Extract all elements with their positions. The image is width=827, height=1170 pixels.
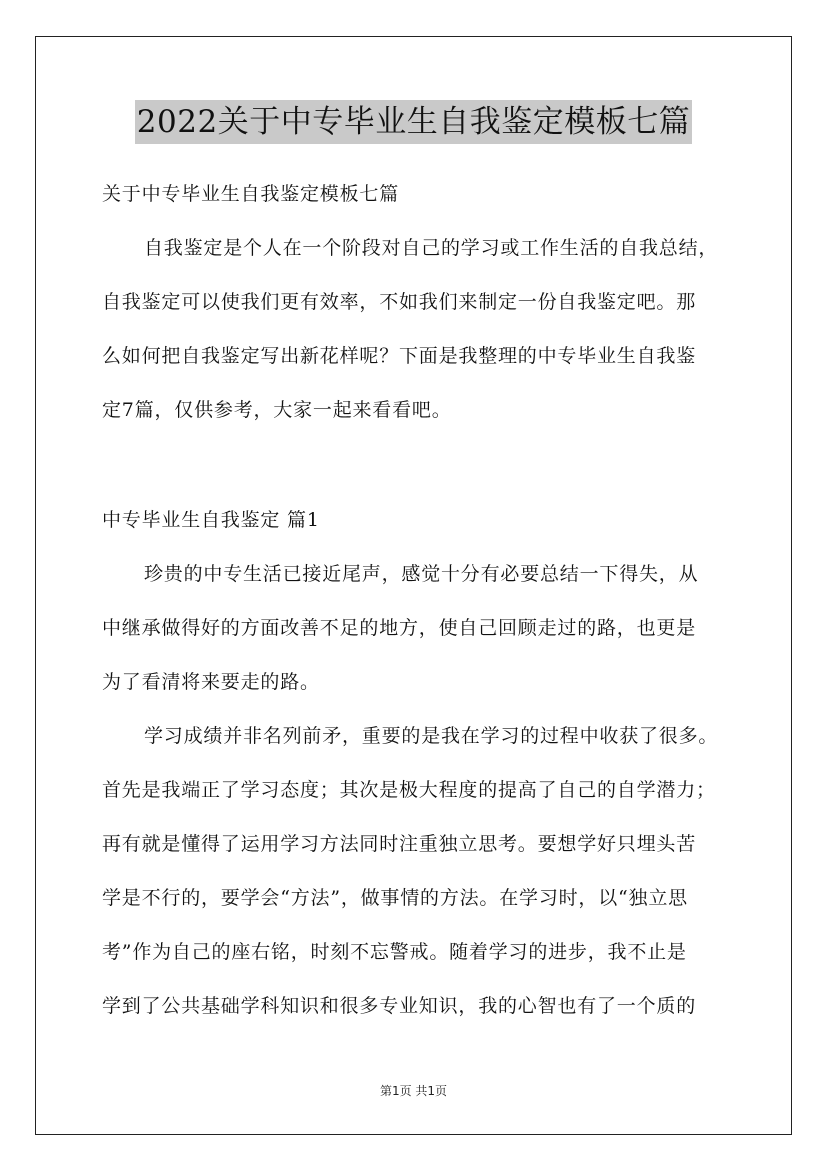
paragraph-line: 学习成绩并非名列前矛，重要的是我在学习的过程中收获了很多。 bbox=[144, 725, 719, 747]
paragraph-line: 再有就是懂得了运用学习方法同时注重独立思考。要想学好只埋头苦 bbox=[102, 833, 697, 855]
paragraph-line: 珍贵的中专生活已接近尾声，感觉十分有必要总结一下得失，从 bbox=[144, 563, 699, 585]
intro-line: 么如何把自我鉴定写出新花样呢？下面是我整理的中专毕业生自我鉴 bbox=[102, 345, 697, 367]
document-title-text: 2022关于中专毕业生自我鉴定模板七篇 bbox=[135, 100, 692, 144]
paragraph-2 bbox=[102, 717, 742, 1025]
paragraph-line: 考”作为自己的座右铭，时刻不忘警戒。随着学习的进步，我不止是 bbox=[102, 941, 687, 963]
intro-line: 定7篇，仅供参考，大家一起来看看吧。 bbox=[102, 399, 452, 421]
intro-line: 自我鉴定是个人在一个阶段对自己的学习或工作生活的自我总结， bbox=[144, 237, 719, 259]
intro-line: 自我鉴定可以使我们更有效率，不如我们来制定一份自我鉴定吧。那 bbox=[102, 291, 697, 313]
page-number: 第1页 共1页 bbox=[379, 1084, 448, 1098]
document-title bbox=[0, 100, 827, 149]
paragraph-line: 学是不行的，要学会“方法”，做事情的方法。在学习时，以“独立思 bbox=[102, 887, 688, 909]
paragraph-line: 首先是我端正了学习态度；其次是极大程度的提高了自己的自学潜力； bbox=[102, 779, 716, 801]
paragraph-line: 学到了公共基础学科知识和很多专业知识，我的心智也有了一个质的 bbox=[102, 995, 697, 1017]
paragraph-1 bbox=[102, 555, 742, 701]
subtitle: 关于中专毕业生自我鉴定模板七篇 bbox=[102, 183, 400, 205]
page-footer bbox=[0, 1082, 827, 1099]
document-body bbox=[102, 175, 742, 1025]
section-heading: 中专毕业生自我鉴定 篇1 bbox=[102, 509, 320, 531]
intro-paragraph bbox=[102, 229, 742, 429]
paragraph-line: 为了看清将来要走的路。 bbox=[102, 671, 320, 693]
paragraph-line: 中继承做得好的方面改善不足的地方，使自己回顾走过的路，也更是 bbox=[102, 617, 697, 639]
